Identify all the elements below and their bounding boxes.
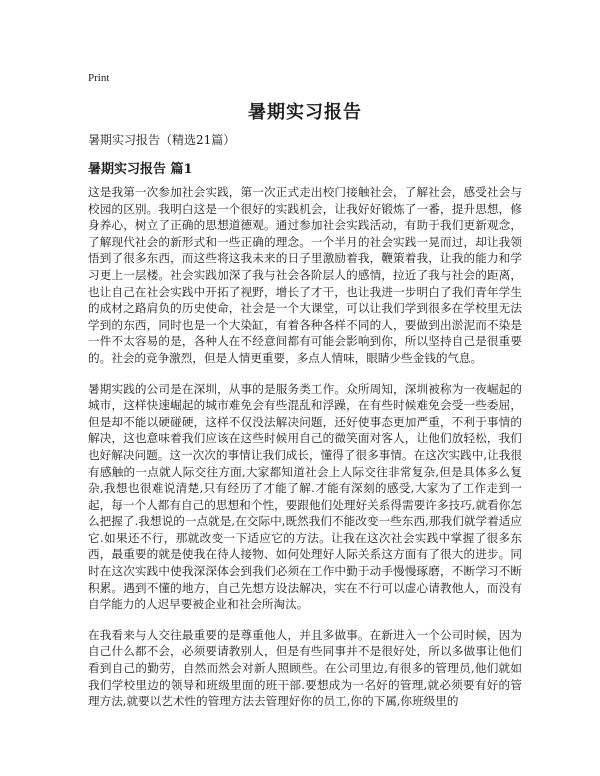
print-link[interactable]: Print xyxy=(88,72,110,84)
document-title: 暑期实习报告 xyxy=(248,102,362,123)
document-body xyxy=(88,184,522,724)
document-subtitle: 暑期实习报告（精选21篇） xyxy=(88,133,236,147)
body-paragraph-2: 暑期实践的公司是在深圳，从事的是服务类工作。众所周知，深圳被称为一夜崛起的城市，这样快速崛起的城市难免会有些混乱和浮躁，在有些时候难免会受一些委屈，但是却不能以硬碰硬，这样不仅没法解决问题，还好使事态更加严重，不利于事情的解决，这也意味着我们应该在这些时候用自己的微笑面对客人，让他们放轻松，我们也好解决问题。这一次次的事情让我们成长，懂得了很多事情。在这次实践中,让我很有感触的一点就人际交往方面,大家都知道社会上人际交往非常复杂,但是具体多么复杂,我想也很难说清楚,只有经历了才能了解.才能有深刻的感受,大家为了工作走到一起，每一个人都有自己的思想和个性，要跟他们处理好关系得需要许多技巧,就看你怎么把握了.我想说的一点就是,在交际中,既然我们不能改变一些东西,那我们就学着适应它.如果还不行，那就改变一下适应它的方法。让我在这次社会实践中掌握了很多东西，最重要的就是使我在待人接物、如何处理好人际关系这方面有了很大的进步。同时在这次实践中使我深深体会到我们必须在工作中勤于动手慢慢琢磨，不断学习不断积累。遇到不懂的地方，自己先想方设法解决，实在不行可以虚心请教他人，而没有自学能力的人迟早要被企业和社会所淘汰。 xyxy=(88,381,522,612)
body-paragraph-1: 这是我第一次参加社会实践，第一次正式走出校门接触社会，了解社会，感受社会与校园的区别。我明白这是一个很好的实践机会，让我好好锻炼了一番，提升思想，修身养心，树立了正确的思想道德观。通过参加社会实践活动，有助于我们更新观念，了解现代社会的新形式和一些正确的理念。一个半月的社会实践一晃而过，却让我领悟到了很多东西，而这些将这我未来的日子里激励着我，鞭策着我，让我的能力和学习更上一层楼。社会实践加深了我与社会各阶层人的感情，拉近了我与社会的距离，也让自己在社会实践中开拓了视野，增长了才干，也让我进一步明白了我们青年学生的成材之路肩负的历史使命，社会是一个大课堂，可以让我们学到很多在学校里无法学到的东西，同时也是一个大染缸，有着各种各样不同的人，要做到出淤泥而不染是一件不太容易的是，各种人在不经意间都有可能会影响到你，所以坚持自己是很重要的。社会的竞争激烈，但是人情更重要，多点人情味，眼睛少些金钱的气息。 xyxy=(88,185,522,365)
body-paragraph-3: 在我看来与人交往最重要的是尊重他人，并且多做事。在新进入一个公司时候，因为自己什么都不会，必须要请教别人，但是有些同事并不是很好处，所以多做事让他们看到自己的勤劳，自然而然会对新人照顾些。在公司里边,有很多的管理员,他们就如我们学校里边的领导和班级里面的班干部.要想成为一名好的管理,就必须要有好的管理方法,就要以艺术性的管理方法去管理好你的员工,你的下属,你班级里的 xyxy=(88,627,522,709)
section-title: 暑期实习报告 篇1 xyxy=(88,162,193,177)
